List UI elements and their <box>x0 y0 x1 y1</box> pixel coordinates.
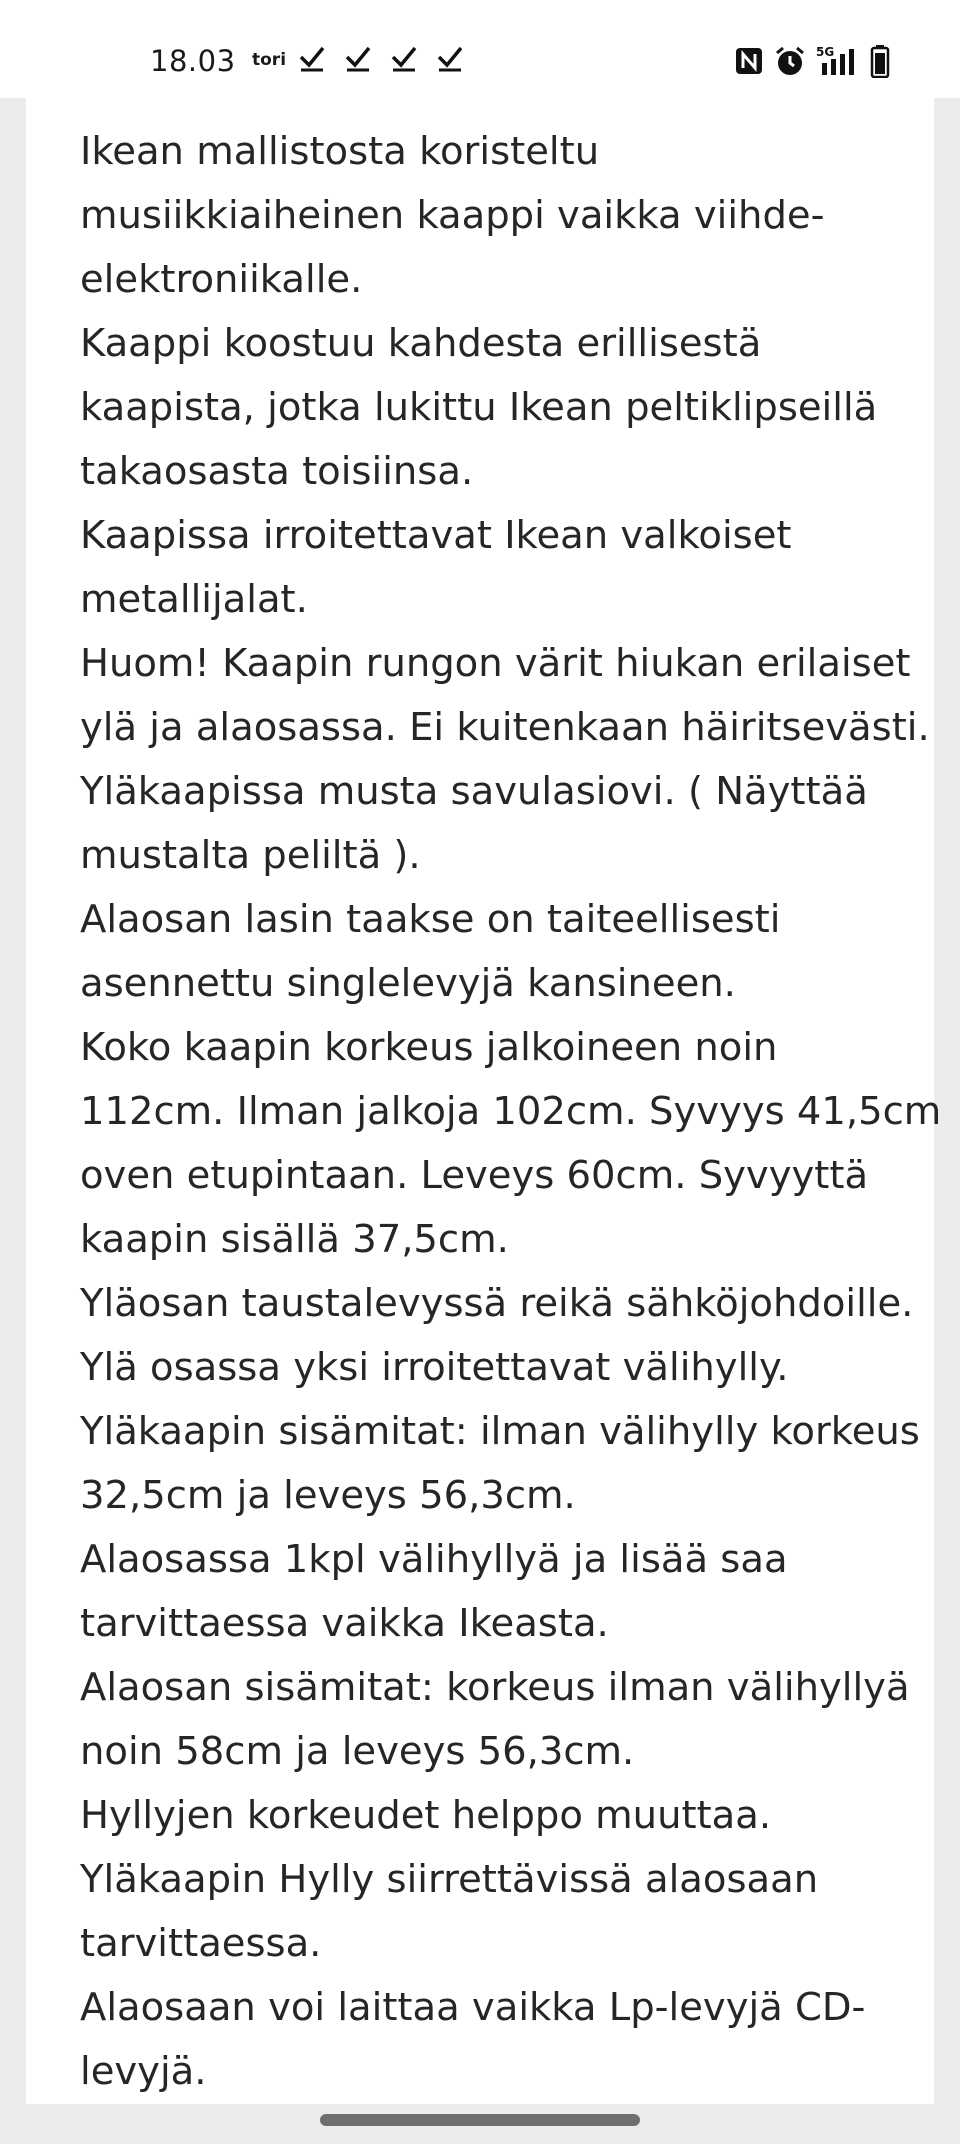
description-line: tarvittaessa. <box>80 1921 322 1966</box>
tori-notification-icon: tori <box>252 50 287 70</box>
battery-icon <box>870 44 890 78</box>
description-line: Kaapissa irroitettavat Ikean valkoiset <box>80 513 792 558</box>
description-line: metallijalat. <box>80 577 308 622</box>
description-line: ylä ja alaosassa. Ei kuitenkaan häiritsevästi. <box>80 705 930 750</box>
check-icon <box>298 44 326 72</box>
description-line: musiikkiaiheinen kaappi vaikka viihde- <box>80 193 825 238</box>
description-line: noin 58cm ja leveys 56,3cm. <box>80 1729 635 1774</box>
description-line: Yläkaapin sisämitat: ilman välihylly korkeus <box>80 1409 920 1454</box>
description-line: asennettu singlelevyjä kansineen. <box>80 961 736 1006</box>
description-line: Yläkaapin Hylly siirrettävissä alaosaan <box>80 1857 819 1902</box>
description-line: Ikean mallistosta koristeltu <box>80 129 600 174</box>
check-icon <box>344 44 372 72</box>
description-line: Yläosan taustalevyssä reikä sähköjohdoille. <box>80 1281 914 1326</box>
notification-icons <box>298 44 464 72</box>
description-line: Alaosaan voi laittaa vaikka Lp-levyjä CD- <box>80 1985 866 2030</box>
description-line: Koko kaapin korkeus jalkoineen noin <box>80 1025 778 1070</box>
system-icons <box>734 44 890 78</box>
description-line: takaosasta toisiinsa. <box>80 449 474 494</box>
description-line: 32,5cm ja leveys 56,3cm. <box>80 1473 576 1518</box>
description-line: Alaosan lasin taakse on taiteellisesti <box>80 897 781 942</box>
description-line: mustalta peliltä ). <box>80 833 421 878</box>
check-icon <box>390 44 418 72</box>
status-time: 18.03 <box>150 44 236 78</box>
description-line: 112cm. Ilman jalkoja 102cm. Syvyys 41,5cm <box>80 1089 942 1134</box>
listing-description <box>80 120 942 2104</box>
5g-signal-icon <box>816 45 860 77</box>
status-bar <box>0 0 960 98</box>
description-line: tarvittaessa vaikka Ikeasta. <box>80 1601 609 1646</box>
description-line: oven etupintaan. Leveys 60cm. Syvyyttä <box>80 1153 869 1198</box>
check-icon <box>436 44 464 72</box>
svg-text:5G: 5G <box>816 45 835 59</box>
description-line: Hyllyjen korkeudet helppo muuttaa. <box>80 1793 772 1838</box>
description-line: Huom! Kaapin rungon värit hiukan erilaiset <box>80 641 911 686</box>
description-line: Alaosan sisämitat: korkeus ilman välihyllyä <box>80 1665 910 1710</box>
description-line: kaapista, jotka lukittu Ikean peltiklipseillä <box>80 385 878 430</box>
listing-description-panel <box>26 98 942 2104</box>
description-line: levyjä. <box>80 2049 207 2094</box>
description-line: elektroniikalle. <box>80 257 363 302</box>
description-line: Alaosassa 1kpl välihyllyä ja lisää saa <box>80 1537 788 1582</box>
description-line: Ylä osassa yksi irroitettavat välihylly. <box>80 1345 789 1390</box>
alarm-icon <box>774 45 806 77</box>
description-line: Kaappi koostuu kahdesta erillisestä <box>80 321 762 366</box>
description-line: Yläkaapissa musta savulasiovi. ( Näyttää <box>80 769 868 814</box>
nfc-icon <box>734 46 764 76</box>
description-line: kaapin sisällä 37,5cm. <box>80 1217 509 1262</box>
gesture-navigation-bar[interactable] <box>320 2114 640 2126</box>
